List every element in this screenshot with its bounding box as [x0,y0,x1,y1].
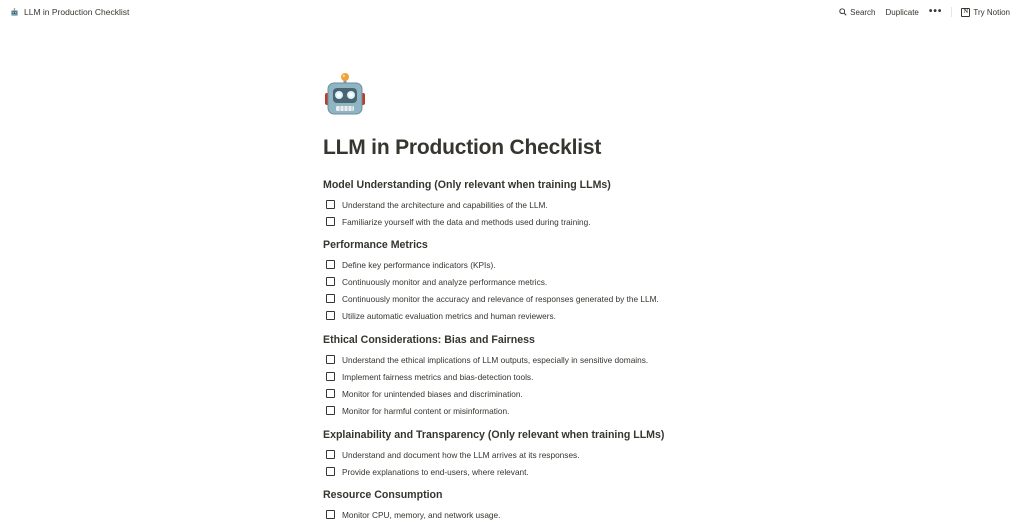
checkbox[interactable] [326,372,335,381]
todo-text[interactable]: Monitor for unintended biases and discrimination. [342,388,523,399]
duplicate-button[interactable] [881,6,924,19]
todo-text[interactable]: Understand the architecture and capabilities of the LLM. [342,199,548,210]
todo-text[interactable]: Understand the ethical implications of LLM outputs, especially in sensitive domains. [342,354,649,365]
header-actions [834,6,1015,19]
duplicate-label: Duplicate [885,7,919,17]
try-notion-label: Try Notion [973,7,1010,17]
todo-text[interactable]: Continuously monitor the accuracy and relevance of responses generated by the LLM. [342,293,659,304]
checkbox[interactable] [326,311,335,320]
try-notion-button[interactable] [956,6,1015,19]
search-icon [839,8,847,16]
section-model-understanding [323,178,611,230]
todo-item [323,446,664,463]
section-performance-metrics [323,238,659,324]
todo-text[interactable]: Define key performance indicators (KPIs). [342,259,496,270]
notion-logo-icon: N [961,8,970,17]
breadcrumb-label: LLM in Production Checklist [24,7,130,17]
todo-item [323,385,648,402]
section-heading: Model Understanding (Only relevant when training LLMs) [323,179,611,191]
todo-item [323,290,659,307]
section-heading: Performance Metrics [323,239,428,251]
todo-item [323,506,500,523]
checkbox[interactable] [326,260,335,269]
page-title: LLM in Production Checklist [323,136,602,159]
divider [951,7,952,17]
todo-item [323,351,648,368]
todo-text[interactable]: Understand and document how the LLM arrives at its responses. [342,449,580,460]
checkbox[interactable] [326,389,335,398]
todo-text[interactable]: Monitor CPU, memory, and network usage. [342,509,501,520]
todo-text[interactable]: Provide explanations to end-users, where relevant. [342,466,529,477]
todo-text[interactable]: Continuously monitor and analyze performance metrics. [342,276,548,287]
checkbox[interactable] [326,355,335,364]
search-button[interactable] [834,6,880,19]
checkbox[interactable] [326,277,335,286]
checkbox[interactable] [326,450,335,459]
section-ethical-considerations [323,333,648,419]
todo-item [323,273,659,290]
section-heading: Resource Consumption [323,489,443,501]
checkbox[interactable] [326,510,335,519]
todo-item [323,256,659,273]
checkbox[interactable] [326,406,335,415]
todo-item [323,307,659,324]
checkbox[interactable] [326,294,335,303]
search-label: Search [850,7,876,17]
checkbox[interactable] [326,217,335,226]
checkbox[interactable] [326,467,335,476]
section-resource-consumption [323,488,500,523]
robot-icon [9,7,20,18]
todo-item [323,368,648,385]
todo-text[interactable]: Implement fairness metrics and bias-detection tools. [342,371,534,382]
todo-item [323,463,664,480]
more-options-button[interactable] [924,6,948,18]
todo-text[interactable]: Utilize automatic evaluation metrics and human reviewers. [342,310,556,321]
todo-text[interactable]: Familiarize yourself with the data and methods used during training. [342,216,591,227]
robot-icon [325,72,365,118]
checkbox[interactable] [326,200,335,209]
section-heading: Explainability and Transparency (Only relevant when training LLMs) [323,429,665,441]
breadcrumb[interactable] [9,7,129,18]
todo-item [323,213,611,230]
todo-text[interactable]: Monitor for harmful content or misinformation. [342,405,510,416]
todo-item [323,196,611,213]
todo-item [323,402,648,419]
section-explainability [323,428,664,480]
top-bar [0,0,1024,24]
section-heading: Ethical Considerations: Bias and Fairness [323,334,535,346]
more-icon: ••• [928,6,943,17]
